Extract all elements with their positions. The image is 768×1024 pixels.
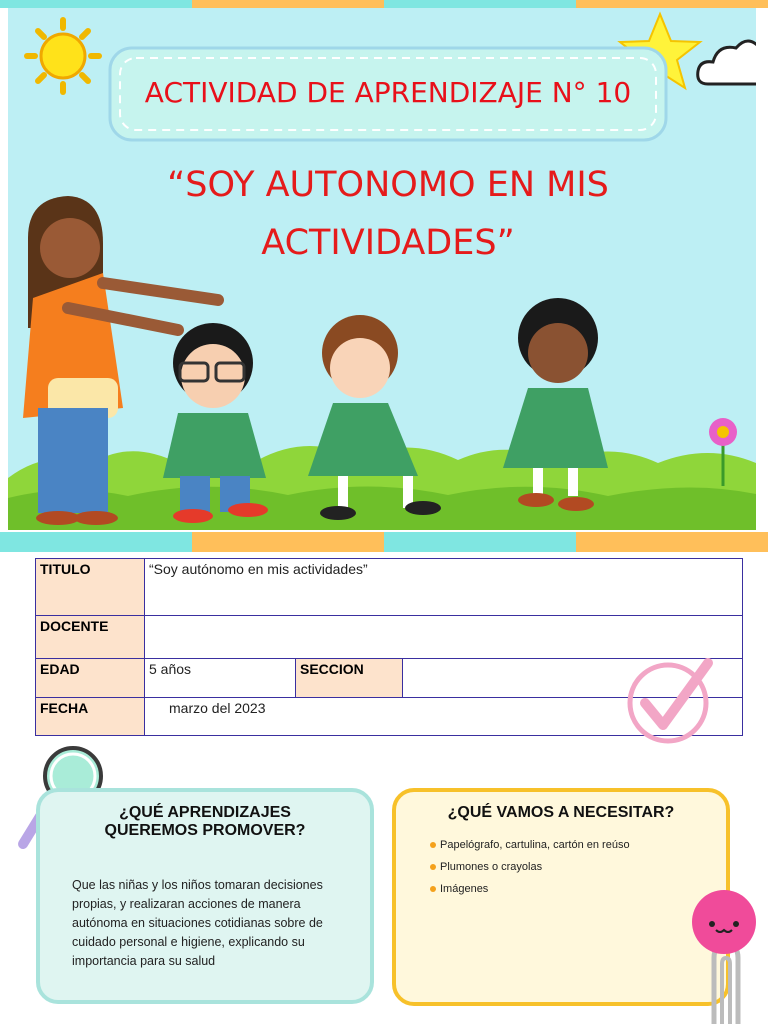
titulo-value: “Soy autónomo en mis actividades” xyxy=(145,559,743,616)
sun-icon xyxy=(27,20,99,92)
smiley-clip-icon xyxy=(690,888,760,1024)
edad-value: 5 años xyxy=(145,659,296,698)
middle-stripe xyxy=(0,532,768,552)
cover-illustration xyxy=(8,8,756,530)
list-item: Plumones o crayolas xyxy=(430,856,706,878)
learning-goals-heading xyxy=(72,804,338,840)
materials-list xyxy=(416,834,706,900)
materials-heading: ¿QUÉ VAMOS A NECESITAR? xyxy=(447,804,675,821)
top-stripe xyxy=(0,0,768,8)
seccion-label: SECCION xyxy=(296,659,403,698)
fecha-value: marzo del 2023 xyxy=(145,698,743,736)
docente-value xyxy=(145,616,743,659)
table-row xyxy=(36,559,743,616)
subtitle-line-2: ACTIVIDADES” xyxy=(261,223,515,263)
title-banner xyxy=(108,46,668,142)
fecha-label: FECHA xyxy=(36,698,145,736)
titulo-label: TITULO xyxy=(36,559,145,616)
edad-label: EDAD xyxy=(36,659,145,698)
list-item: Imágenes xyxy=(430,878,706,900)
heading-line-1: ¿QUÉ APRENDIZAJES xyxy=(119,804,291,821)
subtitle-line-1: “SOY AUTONOMO EN MIS xyxy=(167,165,609,205)
docente-label: DOCENTE xyxy=(36,616,145,659)
table-row xyxy=(36,616,743,659)
list-item: Papelógrafo, cartulina, cartón en reúso xyxy=(430,834,706,856)
activity-subtitle xyxy=(128,156,648,272)
heading-line-2: QUEREMOS PROMOVER? xyxy=(104,822,306,839)
checkmark-icon xyxy=(620,655,720,745)
activity-heading: ACTIVIDAD DE APRENDIZAJE N° 10 xyxy=(144,76,632,109)
materials-card xyxy=(392,788,730,1006)
learning-goals-card xyxy=(36,788,374,1004)
learning-goals-body: Que las niñas y los niños tomaran decisiones propias, y realizaran acciones de manera autónoma en situaciones cotidianas sobre de cuidado personal e higiene, explicando su importancia para su salud xyxy=(72,878,323,968)
